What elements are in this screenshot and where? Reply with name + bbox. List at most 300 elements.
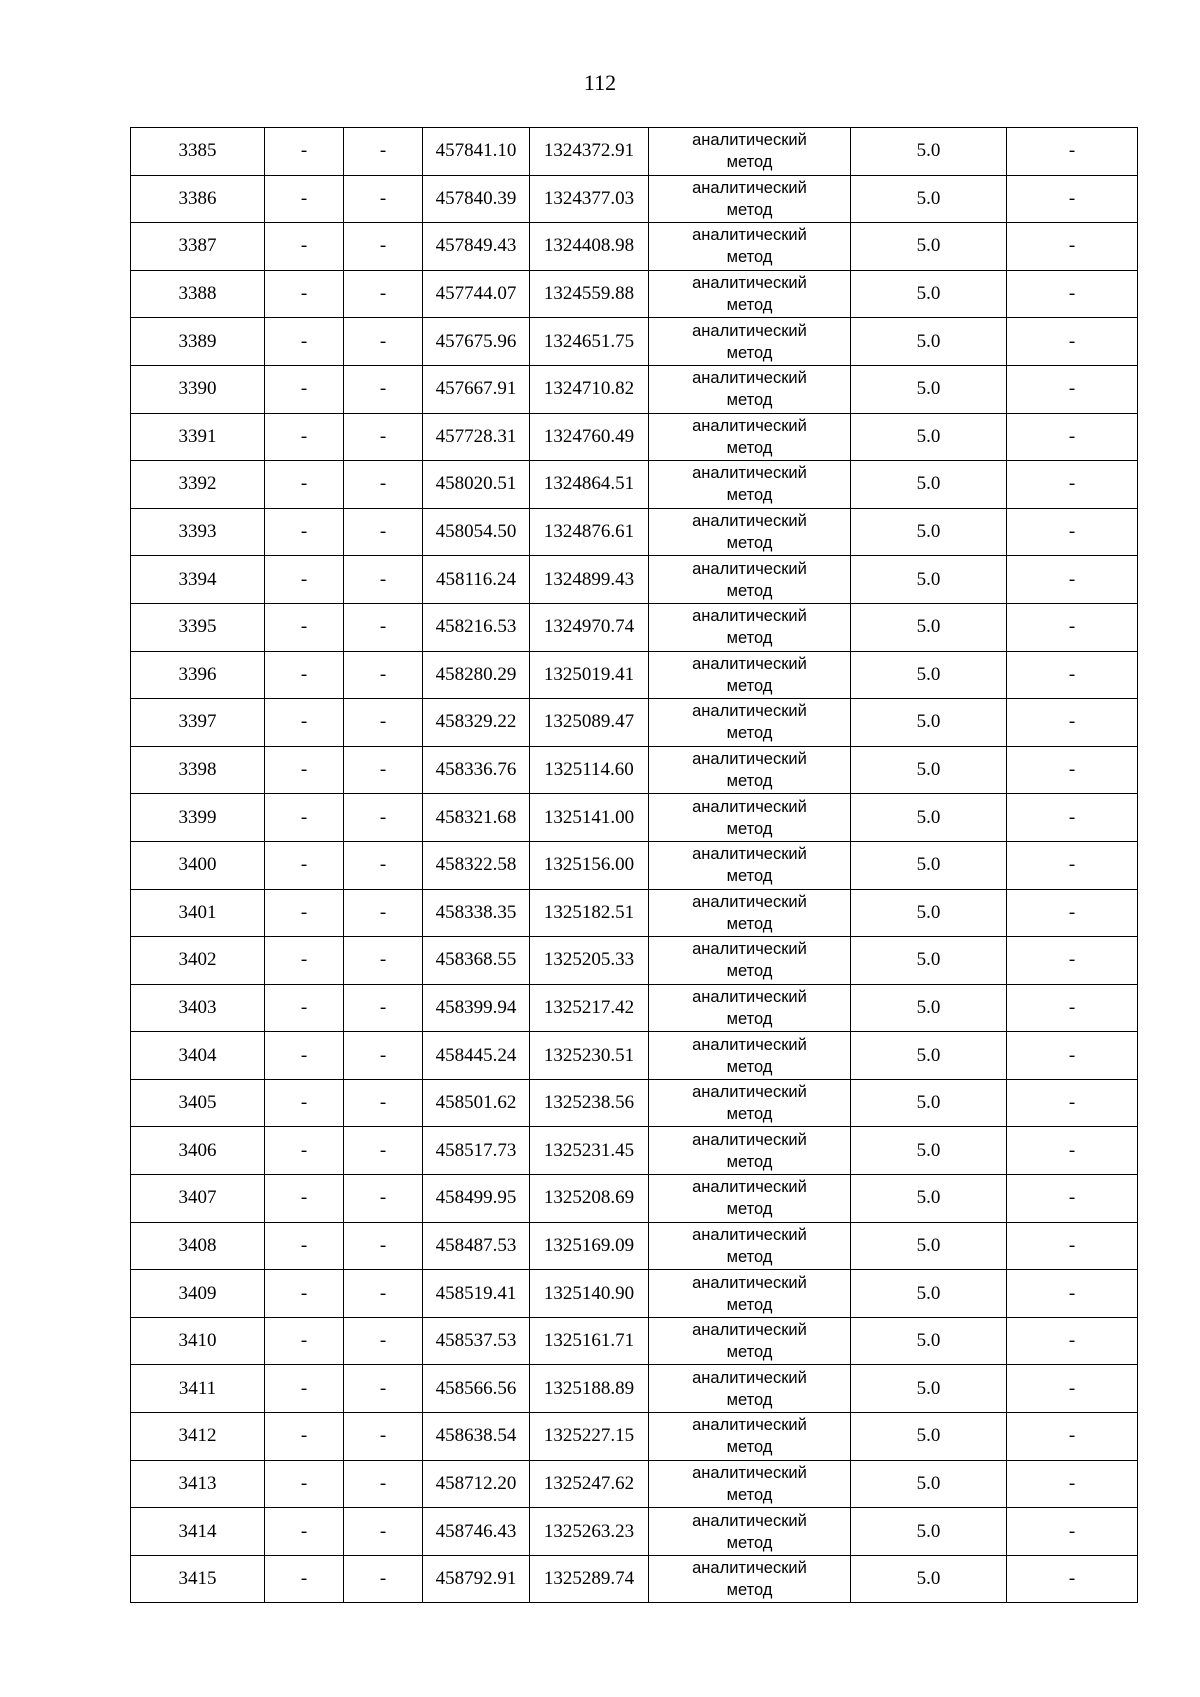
y-coordinate-cell: 1324899.43 (530, 556, 649, 604)
empty-cell-3: - (344, 365, 423, 413)
empty-cell-8: - (1007, 1222, 1138, 1270)
empty-cell-3: - (344, 699, 423, 747)
empty-cell-8: - (1007, 1413, 1138, 1461)
accuracy-cell: 5.0 (851, 1175, 1007, 1223)
x-coordinate-cell: 458322.58 (423, 841, 530, 889)
accuracy-cell: 5.0 (851, 1079, 1007, 1127)
method-line-1: аналитический (692, 178, 807, 197)
method-line-2: метод (726, 153, 773, 172)
method-cell (649, 794, 851, 842)
empty-cell-8: - (1007, 699, 1138, 747)
y-coordinate-cell: 1325089.47 (530, 699, 649, 747)
method-line-2: метод (726, 1247, 773, 1266)
y-coordinate-cell: 1325141.00 (530, 794, 649, 842)
method-line-1: аналитический (692, 226, 807, 245)
point-number-cell: 3395 (131, 603, 265, 651)
method-line-1: аналитический (692, 1511, 807, 1530)
y-coordinate-cell: 1324377.03 (530, 175, 649, 223)
method-line-2: метод (726, 486, 773, 505)
y-coordinate-cell: 1325114.60 (530, 746, 649, 794)
point-number-cell: 3394 (131, 556, 265, 604)
y-coordinate-cell: 1325208.69 (530, 1175, 649, 1223)
method-line-1: аналитический (692, 131, 807, 150)
method-cell (649, 1317, 851, 1365)
point-number-cell: 3413 (131, 1460, 265, 1508)
empty-cell-2: - (265, 413, 344, 461)
empty-cell-2: - (265, 603, 344, 651)
accuracy-cell: 5.0 (851, 1270, 1007, 1318)
x-coordinate-cell: 458116.24 (423, 556, 530, 604)
empty-cell-8: - (1007, 1508, 1138, 1556)
empty-cell-2: - (265, 1555, 344, 1603)
accuracy-cell: 5.0 (851, 1555, 1007, 1603)
method-line-1: аналитический (692, 321, 807, 340)
x-coordinate-cell: 458336.76 (423, 746, 530, 794)
empty-cell-3: - (344, 651, 423, 699)
method-line-1: аналитический (692, 1225, 807, 1244)
empty-cell-2: - (265, 937, 344, 985)
method-line-1: аналитический (692, 1083, 807, 1102)
table-row (131, 746, 1138, 794)
empty-cell-2: - (265, 1317, 344, 1365)
point-number-cell: 3399 (131, 794, 265, 842)
table-row (131, 1270, 1138, 1318)
x-coordinate-cell: 458054.50 (423, 508, 530, 556)
method-line-2: метод (726, 581, 773, 600)
x-coordinate-cell: 457728.31 (423, 413, 530, 461)
method-line-2: метод (726, 248, 773, 267)
method-line-2: метод (726, 1057, 773, 1076)
x-coordinate-cell: 458338.35 (423, 889, 530, 937)
y-coordinate-cell: 1324372.91 (530, 128, 649, 176)
x-coordinate-cell: 458368.55 (423, 937, 530, 985)
method-line-2: метод (726, 1533, 773, 1552)
point-number-cell: 3398 (131, 746, 265, 794)
x-coordinate-cell: 458499.95 (423, 1175, 530, 1223)
y-coordinate-cell: 1324970.74 (530, 603, 649, 651)
method-line-1: аналитический (692, 750, 807, 769)
accuracy-cell: 5.0 (851, 603, 1007, 651)
method-line-2: метод (726, 962, 773, 981)
y-coordinate-cell: 1325140.90 (530, 1270, 649, 1318)
method-line-1: аналитический (692, 369, 807, 388)
empty-cell-3: - (344, 1413, 423, 1461)
empty-cell-3: - (344, 223, 423, 271)
y-coordinate-cell: 1325289.74 (530, 1555, 649, 1603)
table-row (131, 1127, 1138, 1175)
accuracy-cell: 5.0 (851, 508, 1007, 556)
x-coordinate-cell: 457841.10 (423, 128, 530, 176)
accuracy-cell: 5.0 (851, 1222, 1007, 1270)
method-line-1: аналитический (692, 464, 807, 483)
y-coordinate-cell: 1324760.49 (530, 413, 649, 461)
table-row (131, 699, 1138, 747)
method-cell (649, 984, 851, 1032)
table-row (131, 1032, 1138, 1080)
method-cell (649, 1460, 851, 1508)
y-coordinate-cell: 1324408.98 (530, 223, 649, 271)
point-number-cell: 3415 (131, 1555, 265, 1603)
empty-cell-3: - (344, 128, 423, 176)
table-body (131, 128, 1138, 1603)
empty-cell-8: - (1007, 1079, 1138, 1127)
point-number-cell: 3396 (131, 651, 265, 699)
table-row (131, 794, 1138, 842)
point-number-cell: 3388 (131, 270, 265, 318)
method-line-1: аналитический (692, 1463, 807, 1482)
point-number-cell: 3397 (131, 699, 265, 747)
table-row (131, 1555, 1138, 1603)
x-coordinate-cell: 458517.73 (423, 1127, 530, 1175)
method-line-1: аналитический (692, 1130, 807, 1149)
empty-cell-8: - (1007, 128, 1138, 176)
x-coordinate-cell: 458746.43 (423, 1508, 530, 1556)
y-coordinate-cell: 1325205.33 (530, 937, 649, 985)
empty-cell-3: - (344, 1127, 423, 1175)
accuracy-cell: 5.0 (851, 270, 1007, 318)
empty-cell-2: - (265, 699, 344, 747)
method-line-1: аналитический (692, 987, 807, 1006)
x-coordinate-cell: 458399.94 (423, 984, 530, 1032)
table-row (131, 318, 1138, 366)
method-line-2: метод (726, 629, 773, 648)
empty-cell-3: - (344, 318, 423, 366)
method-line-1: аналитический (692, 702, 807, 721)
table-row (131, 937, 1138, 985)
empty-cell-3: - (344, 889, 423, 937)
x-coordinate-cell: 458638.54 (423, 1413, 530, 1461)
accuracy-cell: 5.0 (851, 175, 1007, 223)
empty-cell-3: - (344, 1365, 423, 1413)
method-cell (649, 603, 851, 651)
empty-cell-8: - (1007, 794, 1138, 842)
empty-cell-3: - (344, 1317, 423, 1365)
table-row (131, 175, 1138, 223)
empty-cell-2: - (265, 461, 344, 509)
method-cell (649, 1270, 851, 1318)
method-line-2: метод (726, 1200, 773, 1219)
method-line-1: аналитический (692, 845, 807, 864)
method-cell (649, 318, 851, 366)
method-line-2: метод (726, 1295, 773, 1314)
table-row (131, 413, 1138, 461)
accuracy-cell: 5.0 (851, 1460, 1007, 1508)
empty-cell-2: - (265, 1413, 344, 1461)
method-cell (649, 508, 851, 556)
method-line-2: метод (726, 534, 773, 553)
empty-cell-8: - (1007, 603, 1138, 651)
empty-cell-3: - (344, 175, 423, 223)
empty-cell-2: - (265, 128, 344, 176)
x-coordinate-cell: 458321.68 (423, 794, 530, 842)
empty-cell-8: - (1007, 889, 1138, 937)
empty-cell-8: - (1007, 365, 1138, 413)
empty-cell-2: - (265, 841, 344, 889)
table-row (131, 651, 1138, 699)
method-cell (649, 1127, 851, 1175)
method-line-2: метод (726, 819, 773, 838)
y-coordinate-cell: 1325019.41 (530, 651, 649, 699)
x-coordinate-cell: 458216.53 (423, 603, 530, 651)
x-coordinate-cell: 458792.91 (423, 1555, 530, 1603)
empty-cell-3: - (344, 794, 423, 842)
empty-cell-3: - (344, 413, 423, 461)
empty-cell-8: - (1007, 508, 1138, 556)
point-number-cell: 3414 (131, 1508, 265, 1556)
empty-cell-8: - (1007, 1317, 1138, 1365)
point-number-cell: 3404 (131, 1032, 265, 1080)
table-row (131, 1508, 1138, 1556)
empty-cell-8: - (1007, 175, 1138, 223)
x-coordinate-cell: 457840.39 (423, 175, 530, 223)
table-row (131, 1365, 1138, 1413)
method-cell (649, 128, 851, 176)
empty-cell-3: - (344, 1032, 423, 1080)
method-line-1: аналитический (692, 1559, 807, 1578)
method-line-1: аналитический (692, 1273, 807, 1292)
y-coordinate-cell: 1324710.82 (530, 365, 649, 413)
empty-cell-3: - (344, 1079, 423, 1127)
method-cell (649, 651, 851, 699)
x-coordinate-cell: 458020.51 (423, 461, 530, 509)
y-coordinate-cell: 1325182.51 (530, 889, 649, 937)
empty-cell-3: - (344, 556, 423, 604)
accuracy-cell: 5.0 (851, 984, 1007, 1032)
empty-cell-2: - (265, 270, 344, 318)
y-coordinate-cell: 1325238.56 (530, 1079, 649, 1127)
empty-cell-8: - (1007, 841, 1138, 889)
empty-cell-3: - (344, 1222, 423, 1270)
method-cell (649, 556, 851, 604)
accuracy-cell: 5.0 (851, 889, 1007, 937)
table-row (131, 1222, 1138, 1270)
table-row (131, 889, 1138, 937)
y-coordinate-cell: 1325161.71 (530, 1317, 649, 1365)
y-coordinate-cell: 1324864.51 (530, 461, 649, 509)
method-line-2: метод (726, 438, 773, 457)
method-line-1: аналитический (692, 512, 807, 531)
method-cell (649, 461, 851, 509)
empty-cell-8: - (1007, 461, 1138, 509)
empty-cell-2: - (265, 1127, 344, 1175)
point-number-cell: 3385 (131, 128, 265, 176)
method-line-2: метод (726, 1438, 773, 1457)
method-line-1: аналитический (692, 797, 807, 816)
point-number-cell: 3387 (131, 223, 265, 271)
method-cell (649, 1413, 851, 1461)
method-cell (649, 1365, 851, 1413)
x-coordinate-cell: 458487.53 (423, 1222, 530, 1270)
accuracy-cell: 5.0 (851, 1413, 1007, 1461)
method-line-2: метод (726, 724, 773, 743)
x-coordinate-cell: 457744.07 (423, 270, 530, 318)
point-number-cell: 3390 (131, 365, 265, 413)
empty-cell-8: - (1007, 1460, 1138, 1508)
empty-cell-8: - (1007, 984, 1138, 1032)
empty-cell-2: - (265, 556, 344, 604)
accuracy-cell: 5.0 (851, 746, 1007, 794)
accuracy-cell: 5.0 (851, 1508, 1007, 1556)
accuracy-cell: 5.0 (851, 365, 1007, 413)
method-cell (649, 1032, 851, 1080)
empty-cell-2: - (265, 746, 344, 794)
empty-cell-8: - (1007, 270, 1138, 318)
accuracy-cell: 5.0 (851, 1317, 1007, 1365)
empty-cell-3: - (344, 746, 423, 794)
empty-cell-3: - (344, 1270, 423, 1318)
empty-cell-2: - (265, 318, 344, 366)
empty-cell-3: - (344, 1460, 423, 1508)
method-line-2: метод (726, 200, 773, 219)
method-line-1: аналитический (692, 607, 807, 626)
empty-cell-2: - (265, 508, 344, 556)
empty-cell-3: - (344, 841, 423, 889)
method-cell (649, 1175, 851, 1223)
y-coordinate-cell: 1325247.62 (530, 1460, 649, 1508)
accuracy-cell: 5.0 (851, 841, 1007, 889)
method-line-2: метод (726, 391, 773, 410)
accuracy-cell: 5.0 (851, 128, 1007, 176)
empty-cell-2: - (265, 1508, 344, 1556)
method-line-2: метод (726, 1390, 773, 1409)
empty-cell-3: - (344, 984, 423, 1032)
y-coordinate-cell: 1325156.00 (530, 841, 649, 889)
method-line-1: аналитический (692, 559, 807, 578)
method-line-2: метод (726, 914, 773, 933)
empty-cell-3: - (344, 603, 423, 651)
accuracy-cell: 5.0 (851, 1365, 1007, 1413)
x-coordinate-cell: 458519.41 (423, 1270, 530, 1318)
y-coordinate-cell: 1324651.75 (530, 318, 649, 366)
x-coordinate-cell: 457675.96 (423, 318, 530, 366)
accuracy-cell: 5.0 (851, 556, 1007, 604)
y-coordinate-cell: 1325169.09 (530, 1222, 649, 1270)
accuracy-cell: 5.0 (851, 223, 1007, 271)
empty-cell-8: - (1007, 746, 1138, 794)
method-line-1: аналитический (692, 1416, 807, 1435)
coordinates-table (130, 127, 1138, 1603)
accuracy-cell: 5.0 (851, 1032, 1007, 1080)
point-number-cell: 3386 (131, 175, 265, 223)
accuracy-cell: 5.0 (851, 461, 1007, 509)
method-cell (649, 841, 851, 889)
x-coordinate-cell: 458537.53 (423, 1317, 530, 1365)
empty-cell-8: - (1007, 1127, 1138, 1175)
method-line-1: аналитический (692, 892, 807, 911)
x-coordinate-cell: 458501.62 (423, 1079, 530, 1127)
empty-cell-2: - (265, 223, 344, 271)
empty-cell-3: - (344, 1555, 423, 1603)
point-number-cell: 3412 (131, 1413, 265, 1461)
empty-cell-2: - (265, 984, 344, 1032)
method-cell (649, 1079, 851, 1127)
x-coordinate-cell: 457849.43 (423, 223, 530, 271)
accuracy-cell: 5.0 (851, 413, 1007, 461)
empty-cell-3: - (344, 508, 423, 556)
empty-cell-2: - (265, 651, 344, 699)
method-cell (649, 746, 851, 794)
empty-cell-8: - (1007, 413, 1138, 461)
method-cell (649, 889, 851, 937)
y-coordinate-cell: 1325230.51 (530, 1032, 649, 1080)
empty-cell-2: - (265, 1032, 344, 1080)
point-number-cell: 3391 (131, 413, 265, 461)
table-row (131, 603, 1138, 651)
accuracy-cell: 5.0 (851, 794, 1007, 842)
point-number-cell: 3411 (131, 1365, 265, 1413)
method-cell (649, 937, 851, 985)
empty-cell-3: - (344, 1508, 423, 1556)
table-row (131, 461, 1138, 509)
method-cell (649, 413, 851, 461)
y-coordinate-cell: 1325263.23 (530, 1508, 649, 1556)
x-coordinate-cell: 458566.56 (423, 1365, 530, 1413)
empty-cell-3: - (344, 937, 423, 985)
point-number-cell: 3406 (131, 1127, 265, 1175)
empty-cell-2: - (265, 1079, 344, 1127)
method-line-1: аналитический (692, 416, 807, 435)
table-row (131, 223, 1138, 271)
table-row (131, 1460, 1138, 1508)
table-row (131, 270, 1138, 318)
y-coordinate-cell: 1324876.61 (530, 508, 649, 556)
point-number-cell: 3392 (131, 461, 265, 509)
method-line-1: аналитический (692, 274, 807, 293)
table-row (131, 508, 1138, 556)
method-cell (649, 699, 851, 747)
point-number-cell: 3393 (131, 508, 265, 556)
method-line-2: метод (726, 1152, 773, 1171)
point-number-cell: 3407 (131, 1175, 265, 1223)
page-number: 112 (583, 70, 617, 95)
y-coordinate-cell: 1325217.42 (530, 984, 649, 1032)
method-line-2: метод (726, 867, 773, 886)
empty-cell-2: - (265, 1222, 344, 1270)
method-line-2: метод (726, 1343, 773, 1362)
empty-cell-8: - (1007, 1032, 1138, 1080)
method-line-1: аналитический (692, 1035, 807, 1054)
method-line-1: аналитический (692, 1321, 807, 1340)
method-line-1: аналитический (692, 1178, 807, 1197)
y-coordinate-cell: 1325231.45 (530, 1127, 649, 1175)
point-number-cell: 3409 (131, 1270, 265, 1318)
table-row (131, 841, 1138, 889)
point-number-cell: 3410 (131, 1317, 265, 1365)
x-coordinate-cell: 458712.20 (423, 1460, 530, 1508)
empty-cell-3: - (344, 461, 423, 509)
empty-cell-2: - (265, 365, 344, 413)
x-coordinate-cell: 457667.91 (423, 365, 530, 413)
table-row (131, 1317, 1138, 1365)
empty-cell-2: - (265, 889, 344, 937)
empty-cell-2: - (265, 1175, 344, 1223)
y-coordinate-cell: 1325227.15 (530, 1413, 649, 1461)
method-line-1: аналитический (692, 654, 807, 673)
method-line-2: метод (726, 296, 773, 315)
accuracy-cell: 5.0 (851, 651, 1007, 699)
table-row (131, 128, 1138, 176)
method-cell (649, 1555, 851, 1603)
point-number-cell: 3400 (131, 841, 265, 889)
y-coordinate-cell: 1324559.88 (530, 270, 649, 318)
method-cell (649, 175, 851, 223)
empty-cell-8: - (1007, 1270, 1138, 1318)
empty-cell-2: - (265, 1365, 344, 1413)
point-number-cell: 3401 (131, 889, 265, 937)
y-coordinate-cell: 1325188.89 (530, 1365, 649, 1413)
method-line-2: метод (726, 676, 773, 695)
empty-cell-8: - (1007, 318, 1138, 366)
